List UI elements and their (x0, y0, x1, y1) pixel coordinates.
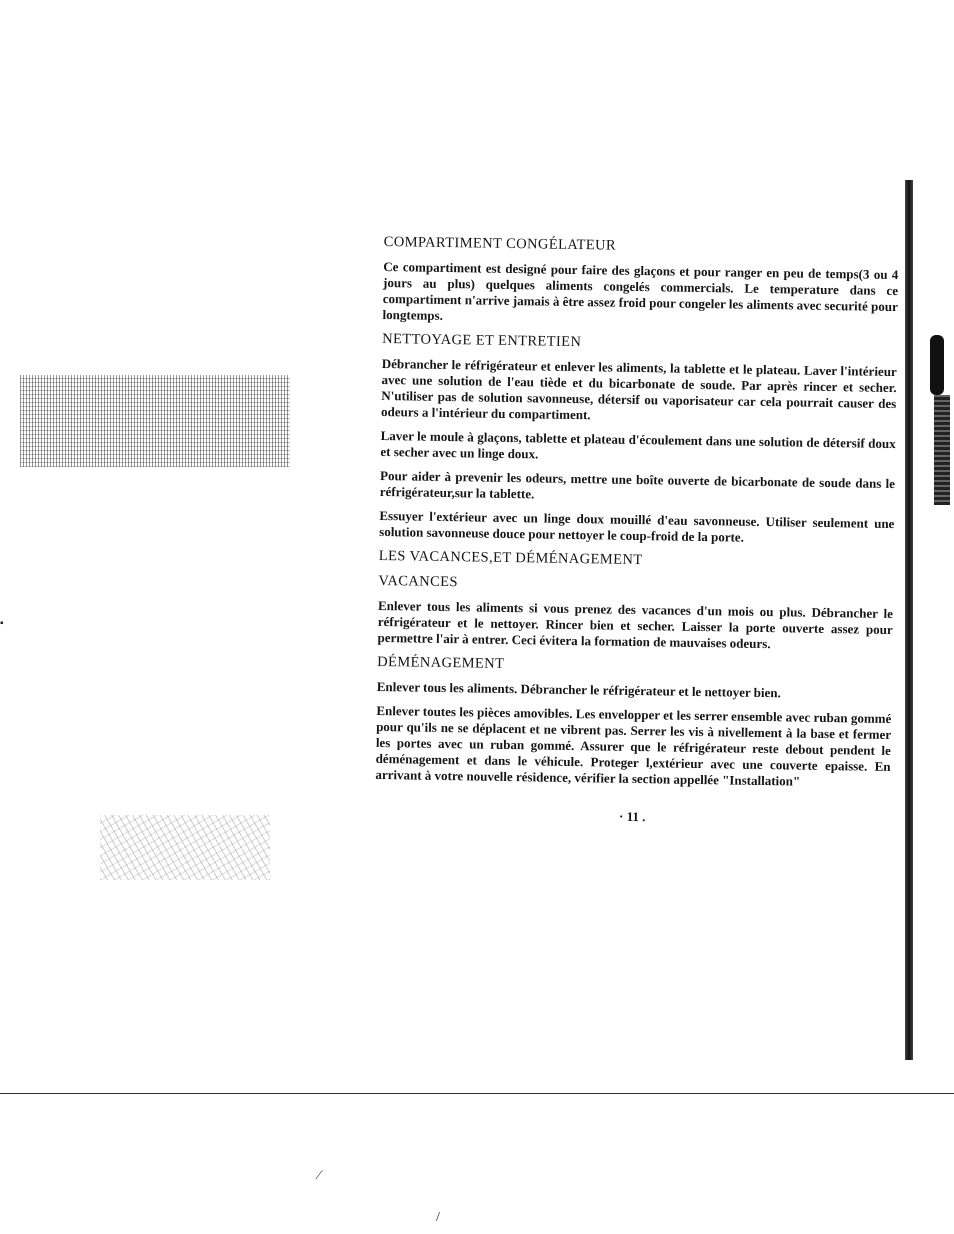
stray-dot-mark: ▪ (0, 618, 4, 629)
paragraph-cleaning-1: Débrancher le réfrigérateur et enlever les aliments, la tablette et le plateau. Laver l'intérieur avec une solution de l'eau tiède et du bicarbonate de soude. Par après rincer et secher. N'utiliser pas de solution savonneuse, détersif ou vaporisateur car cela pourrait causer des odeurs a l'intérieur du compartiment. (380, 355, 897, 423)
stray-pen-mark: ⁄ (318, 1168, 321, 1183)
heading-compartment: COMPARTIMENT CONGÉLATEUR (383, 233, 617, 254)
heading-vacations: VACANCES (378, 572, 459, 591)
scan-edge-noise (934, 395, 950, 505)
stray-slash-mark: / (436, 1210, 440, 1225)
paragraph-cleaning-2: Laver le moule à glaçons, tablette et plateau d'écoulement dans une solution de détersif doux et secher avec un linge doux. (380, 427, 896, 462)
scan-noise-patch-lower (100, 815, 270, 880)
page-number: · 11 . (618, 808, 646, 825)
paragraph-compartment: Ce compartiment est designé pour faire des glaçons et pour ranger en peu de temps(3 ou 4 jours au plus) quelques aliments congelés commercials. Le temperature dans ce compartiment n'arrive jamais à être assez froid pour congeler les aliments avec securité pour longtemps. (382, 258, 899, 323)
heading-vacations-moving: LES VACANCES,ET DÉMÉNAGEMENT (378, 547, 643, 569)
scan-edge-shadow (905, 180, 913, 1060)
heading-moving: DÉMÉNAGEMENT (377, 653, 505, 672)
paragraph-vacations: Enlever tous les aliments si vous prenez des vacances d'un mois ou plus. Débrancher le réfrigérateur et le nettoyer. Rincer bien et secher. Laisser la porte ouverte assez pour permettre l'air à entrer. Ceci évitera la formation de mauvaises odeurs. (377, 597, 894, 652)
paragraph-moving-1: Enlever tous les aliments. Débrancher le réfrigérateur et le nettoyer bien. (376, 678, 781, 701)
scan-edge-blot (930, 335, 944, 395)
document-body (375, 226, 899, 829)
paragraph-cleaning-4: Essuyer l'extérieur avec un linge doux mouillé d'eau savonneuse. Utiliser seulement une solution savonneuse douce pour nettoyer le coup-froid de la porte. (379, 507, 895, 545)
scan-noise-patch (20, 375, 290, 467)
paragraph-cleaning-3: Pour aider à prevenir les odeurs, mettre une boîte ouverte de bicarbonate de soude dans le réfrigérateur,sur la tablette. (379, 467, 896, 502)
scan-horizontal-line (0, 1093, 954, 1094)
paragraph-moving-2: Enlever toutes les pièces amovibles. Les envelopper et les serrer ensemble avec ruban gommé pour qu'ils ne se déplacent et ne vibrent pas. Serrer les vis à nivellement à la base et fermer les portes avec un ruban gommé. Assurer que le réfrigérateur reste debout pendent le déménagement et dans le véhicule. Proteger l,extérieur avec une couverte epaisse. En arrivant à votre nouvelle résidence, vérifier la section appellée "Installation" (375, 702, 892, 789)
heading-cleaning: NETTOYAGE ET ENTRETIEN (382, 330, 582, 351)
